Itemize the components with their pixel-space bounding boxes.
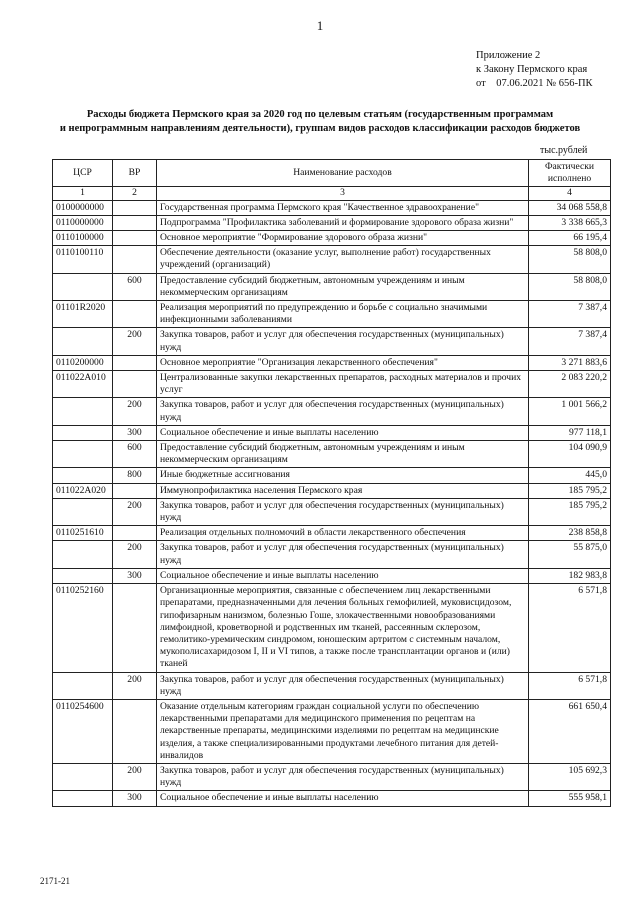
row-vr [113,483,157,498]
row-csr [53,498,113,525]
row-name: Иные бюджетные ассигнования [157,468,529,483]
table-row [53,498,611,525]
row-csr: 011022A010 [53,371,113,398]
row-name: Организационные мероприятия, связанные с обеспечением лиц лекарственными препаратами, предназначенными для лечения больных гемофилией, муковисцидозом, гипофизарным нанизмом, болезнью Гоше, злокачественными новообразованиями лимфоидной, кроветворной и родственных им тканей, рассеянным склерозом, гемолитико-уремическим синдромом, юношеским артритом с системным началом, мукополисахаридозом I, II и VI типов, а также после трансплантации органов и (или) тканей [157,584,529,672]
row-csr: 01101R2020 [53,301,113,328]
table-row [53,584,611,672]
row-value: 2 083 220,2 [529,371,611,398]
row-vr: 800 [113,468,157,483]
row-value: 661 650,4 [529,699,611,763]
row-csr [53,273,113,300]
row-value: 7 387,4 [529,328,611,355]
table-row [53,425,611,440]
header-name: Наименование расходов [157,160,529,187]
appendix-block [476,49,593,91]
table-header-row [53,160,611,187]
expenses-table [52,159,611,807]
row-vr [113,526,157,541]
table-row [53,328,611,355]
header-value: Фактически исполнено [529,160,611,187]
row-name: Государственная программа Пермского края "Качественное здравоохранение" [157,200,529,215]
table-row [53,273,611,300]
row-csr: 0100000000 [53,200,113,215]
title-line-2: и непрограммным направлениям деятельности), группам видов расходов классификации расходов бюджетов [59,123,581,134]
row-name: Предоставление субсидий бюджетным, автономным учреждениям и иным некоммерческим организациям [157,441,529,468]
row-value: 238 858,8 [529,526,611,541]
row-vr: 200 [113,498,157,525]
row-value: 3 338 665,3 [529,215,611,230]
row-csr: 0110100000 [53,231,113,246]
row-name: Обеспечение деятельности (оказание услуг, выполнение работ) государственных учреждений (организаций) [157,246,529,273]
row-name: Закупка товаров, работ и услуг для обеспечения государственных (муниципальных) нужд [157,398,529,425]
row-value: 58 808,0 [529,273,611,300]
row-vr [113,584,157,672]
row-name: Иммунопрофилактика населения Пермского края [157,483,529,498]
row-name: Оказание отдельным категориям граждан социальной услуги по обеспечению лекарственными препаратами для медицинского применения по рецептам на лекарственные препараты, медицинскими изделиями по рецептам на медицинские изделия, а также специализированными продуктами лечебного питания для детей-инвалидов [157,699,529,763]
row-csr: 011022A020 [53,483,113,498]
row-csr: 0110100110 [53,246,113,273]
row-value: 55 875,0 [529,541,611,568]
row-vr: 200 [113,672,157,699]
row-vr [113,246,157,273]
row-value: 7 387,4 [529,301,611,328]
row-csr [53,672,113,699]
row-value: 66 195,4 [529,231,611,246]
row-value: 555 958,1 [529,791,611,806]
row-vr [113,215,157,230]
row-vr: 600 [113,273,157,300]
appendix-line-1: Приложение 2 [476,50,541,61]
header-vr: ВР [113,160,157,187]
table-row [53,200,611,215]
row-value: 105 692,3 [529,763,611,790]
row-value: 445,0 [529,468,611,483]
row-csr: 0110254600 [53,699,113,763]
row-vr: 300 [113,568,157,583]
row-name: Закупка товаров, работ и услуг для обеспечения государственных (муниципальных) нужд [157,328,529,355]
row-vr [113,200,157,215]
row-csr [53,791,113,806]
row-name: Социальное обеспечение и иные выплаты населению [157,568,529,583]
table-row [53,441,611,468]
table-row [53,568,611,583]
table-row [53,541,611,568]
row-name: Социальное обеспечение и иные выплаты населению [157,791,529,806]
row-name: Основное мероприятие "Формирование здорового образа жизни" [157,231,529,246]
row-value: 104 090,9 [529,441,611,468]
table-row [53,371,611,398]
table-row [53,791,611,806]
row-name: Закупка товаров, работ и услуг для обеспечения государственных (муниципальных) нужд [157,763,529,790]
row-csr [53,398,113,425]
row-vr: 600 [113,441,157,468]
table-row [53,301,611,328]
title-line-1: Расходы бюджета Пермского края за 2020 год по целевым статьям (государственным программам [86,109,554,120]
row-value: 1 001 566,2 [529,398,611,425]
table-row [53,231,611,246]
row-value: 34 068 558,8 [529,200,611,215]
table-row [53,699,611,763]
row-vr: 200 [113,763,157,790]
row-csr: 0110252160 [53,584,113,672]
appendix-line-3: от 07.06.2021 № 656-ПК [476,78,593,89]
row-value: 185 795,2 [529,498,611,525]
row-vr [113,355,157,370]
row-value: 182 983,8 [529,568,611,583]
table-row [53,763,611,790]
row-vr [113,371,157,398]
column-number: 2 [113,187,157,200]
table-row [53,215,611,230]
document-title [20,108,620,136]
row-csr [53,568,113,583]
row-csr: 0110251610 [53,526,113,541]
row-csr [53,468,113,483]
row-vr [113,231,157,246]
column-number: 4 [529,187,611,200]
row-csr: 0110200000 [53,355,113,370]
row-value: 3 271 883,6 [529,355,611,370]
row-csr: 0110000000 [53,215,113,230]
row-value: 977 118,1 [529,425,611,440]
table-row [53,672,611,699]
footer-code: 2171-21 [40,876,70,886]
row-value: 6 571,8 [529,672,611,699]
row-name: Реализация отдельных полномочий в области лекарственного обеспечения [157,526,529,541]
units-label: тыс.рублей [540,145,588,156]
table-row [53,355,611,370]
row-csr [53,541,113,568]
table-row [53,483,611,498]
table-row [53,468,611,483]
row-name: Централизованные закупки лекарственных препаратов, расходных материалов и прочих услуг [157,371,529,398]
row-value: 58 808,0 [529,246,611,273]
row-name: Закупка товаров, работ и услуг для обеспечения государственных (муниципальных) нужд [157,498,529,525]
row-value: 6 571,8 [529,584,611,672]
row-name: Закупка товаров, работ и услуг для обеспечения государственных (муниципальных) нужд [157,541,529,568]
table-row [53,526,611,541]
row-csr [53,441,113,468]
appendix-line-2: к Закону Пермского края [476,64,588,75]
column-number: 1 [53,187,113,200]
table-row [53,246,611,273]
row-vr: 300 [113,791,157,806]
row-vr: 300 [113,425,157,440]
table-body [53,200,611,806]
row-csr [53,425,113,440]
row-name: Предоставление субсидий бюджетным, автономным учреждениям и иным некоммерческим организациям [157,273,529,300]
header-csr: ЦСР [53,160,113,187]
row-vr: 200 [113,398,157,425]
table-numbering-row [53,187,611,200]
row-csr [53,763,113,790]
row-value: 185 795,2 [529,483,611,498]
row-name: Подпрограмма "Профилактика заболеваний и формирование здорового образа жизни" [157,215,529,230]
row-name: Социальное обеспечение и иные выплаты населению [157,425,529,440]
row-name: Реализация мероприятий по предупреждению и борьбе с социально значимыми инфекционными заболеваниями [157,301,529,328]
row-name: Основное мероприятие "Организация лекарственного обеспечения" [157,355,529,370]
column-number: 3 [157,187,529,200]
table-row [53,398,611,425]
row-vr [113,301,157,328]
row-vr: 200 [113,541,157,568]
row-csr [53,328,113,355]
row-name: Закупка товаров, работ и услуг для обеспечения государственных (муниципальных) нужд [157,672,529,699]
page-number: 1 [316,18,324,33]
row-vr: 200 [113,328,157,355]
row-vr [113,699,157,763]
